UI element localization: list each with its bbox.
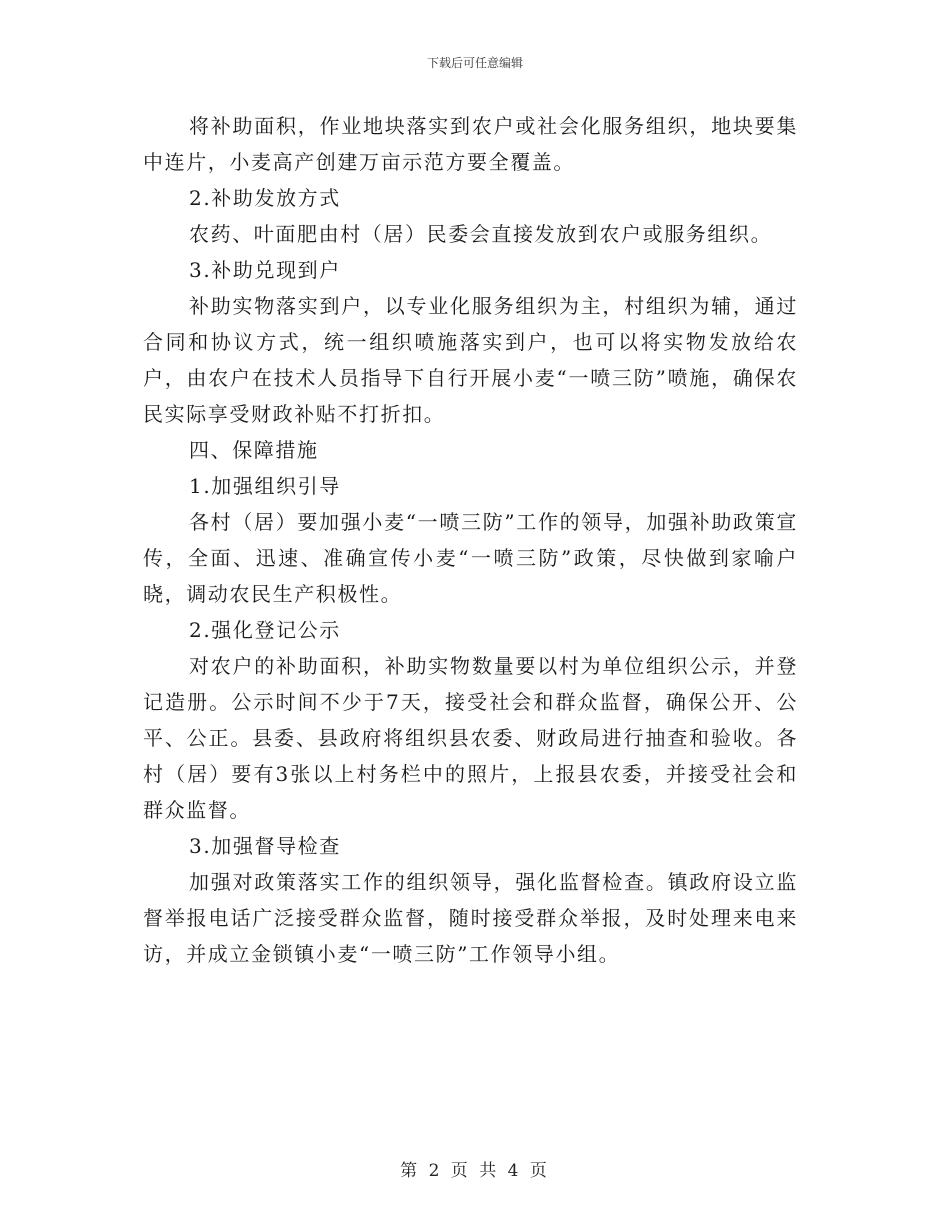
- paragraph-registration-publicity: 对农户的补助面积，补助实物数量要以村为单位组织公示，并登记造册。公示时间不少于7天，接受社会和群众监督，确保公开、公平、公正。县委、县政府将组织县农委、财政局进行抽查和验收。各村（居）要有3张以上村务栏中的照片，上报县农委，并接受社会和群众监督。: [143, 654, 798, 822]
- heading-safeguards: 四、保障措施: [189, 438, 319, 462]
- paragraph-organization-guidance: 各村（居）要加强小麦“一喷三防”工作的领导，加强补助政策宣传，全面、迅速、准确宣传小麦“一喷三防”政策，尽快做到家喻户晓，调动农民生产积极性。: [143, 510, 798, 606]
- heading-distribution-method: 2.补助发放方式: [189, 186, 341, 210]
- paragraph-subsidy-to-household: 补助实物落实到户，以专业化服务组织为主，村组织为辅，通过合同和协议方式，统一组织喷施落实到户，也可以将实物发放给农户，由农户在技术人员指导下自行开展小麦“一喷三防”喷施，确保农民实际享受财政补贴不打折扣。: [143, 294, 798, 426]
- paragraph-supervision-inspection: 加强对政策落实工作的组织领导，强化监督检查。镇政府设立监督举报电话广泛接受群众监督，随时接受群众举报，及时处理来电来访，并成立金锁镇小麦“一喷三防”工作领导小组。: [143, 870, 798, 966]
- header-note: 下载后可任意编辑: [426, 56, 523, 70]
- heading-subsidy-to-household: 3.补助兑现到户: [189, 258, 341, 282]
- heading-supervision-inspection: 3.加强督导检查: [189, 834, 341, 858]
- heading-registration-publicity: 2.强化登记公示: [189, 618, 341, 642]
- document-body: [143, 108, 798, 972]
- heading-organization-guidance: 1.加强组织引导: [189, 474, 341, 498]
- page-number: 第 2 页 共 4 页: [400, 1161, 550, 1181]
- paragraph-distribution: 农药、叶面肥由村（居）民委会直接发放到农户或服务组织。: [189, 222, 773, 246]
- paragraph-subsidy-area: 将补助面积，作业地块落实到农户或社会化服务组织，地块要集中连片，小麦高产创建万亩示范方要全覆盖。: [143, 114, 798, 174]
